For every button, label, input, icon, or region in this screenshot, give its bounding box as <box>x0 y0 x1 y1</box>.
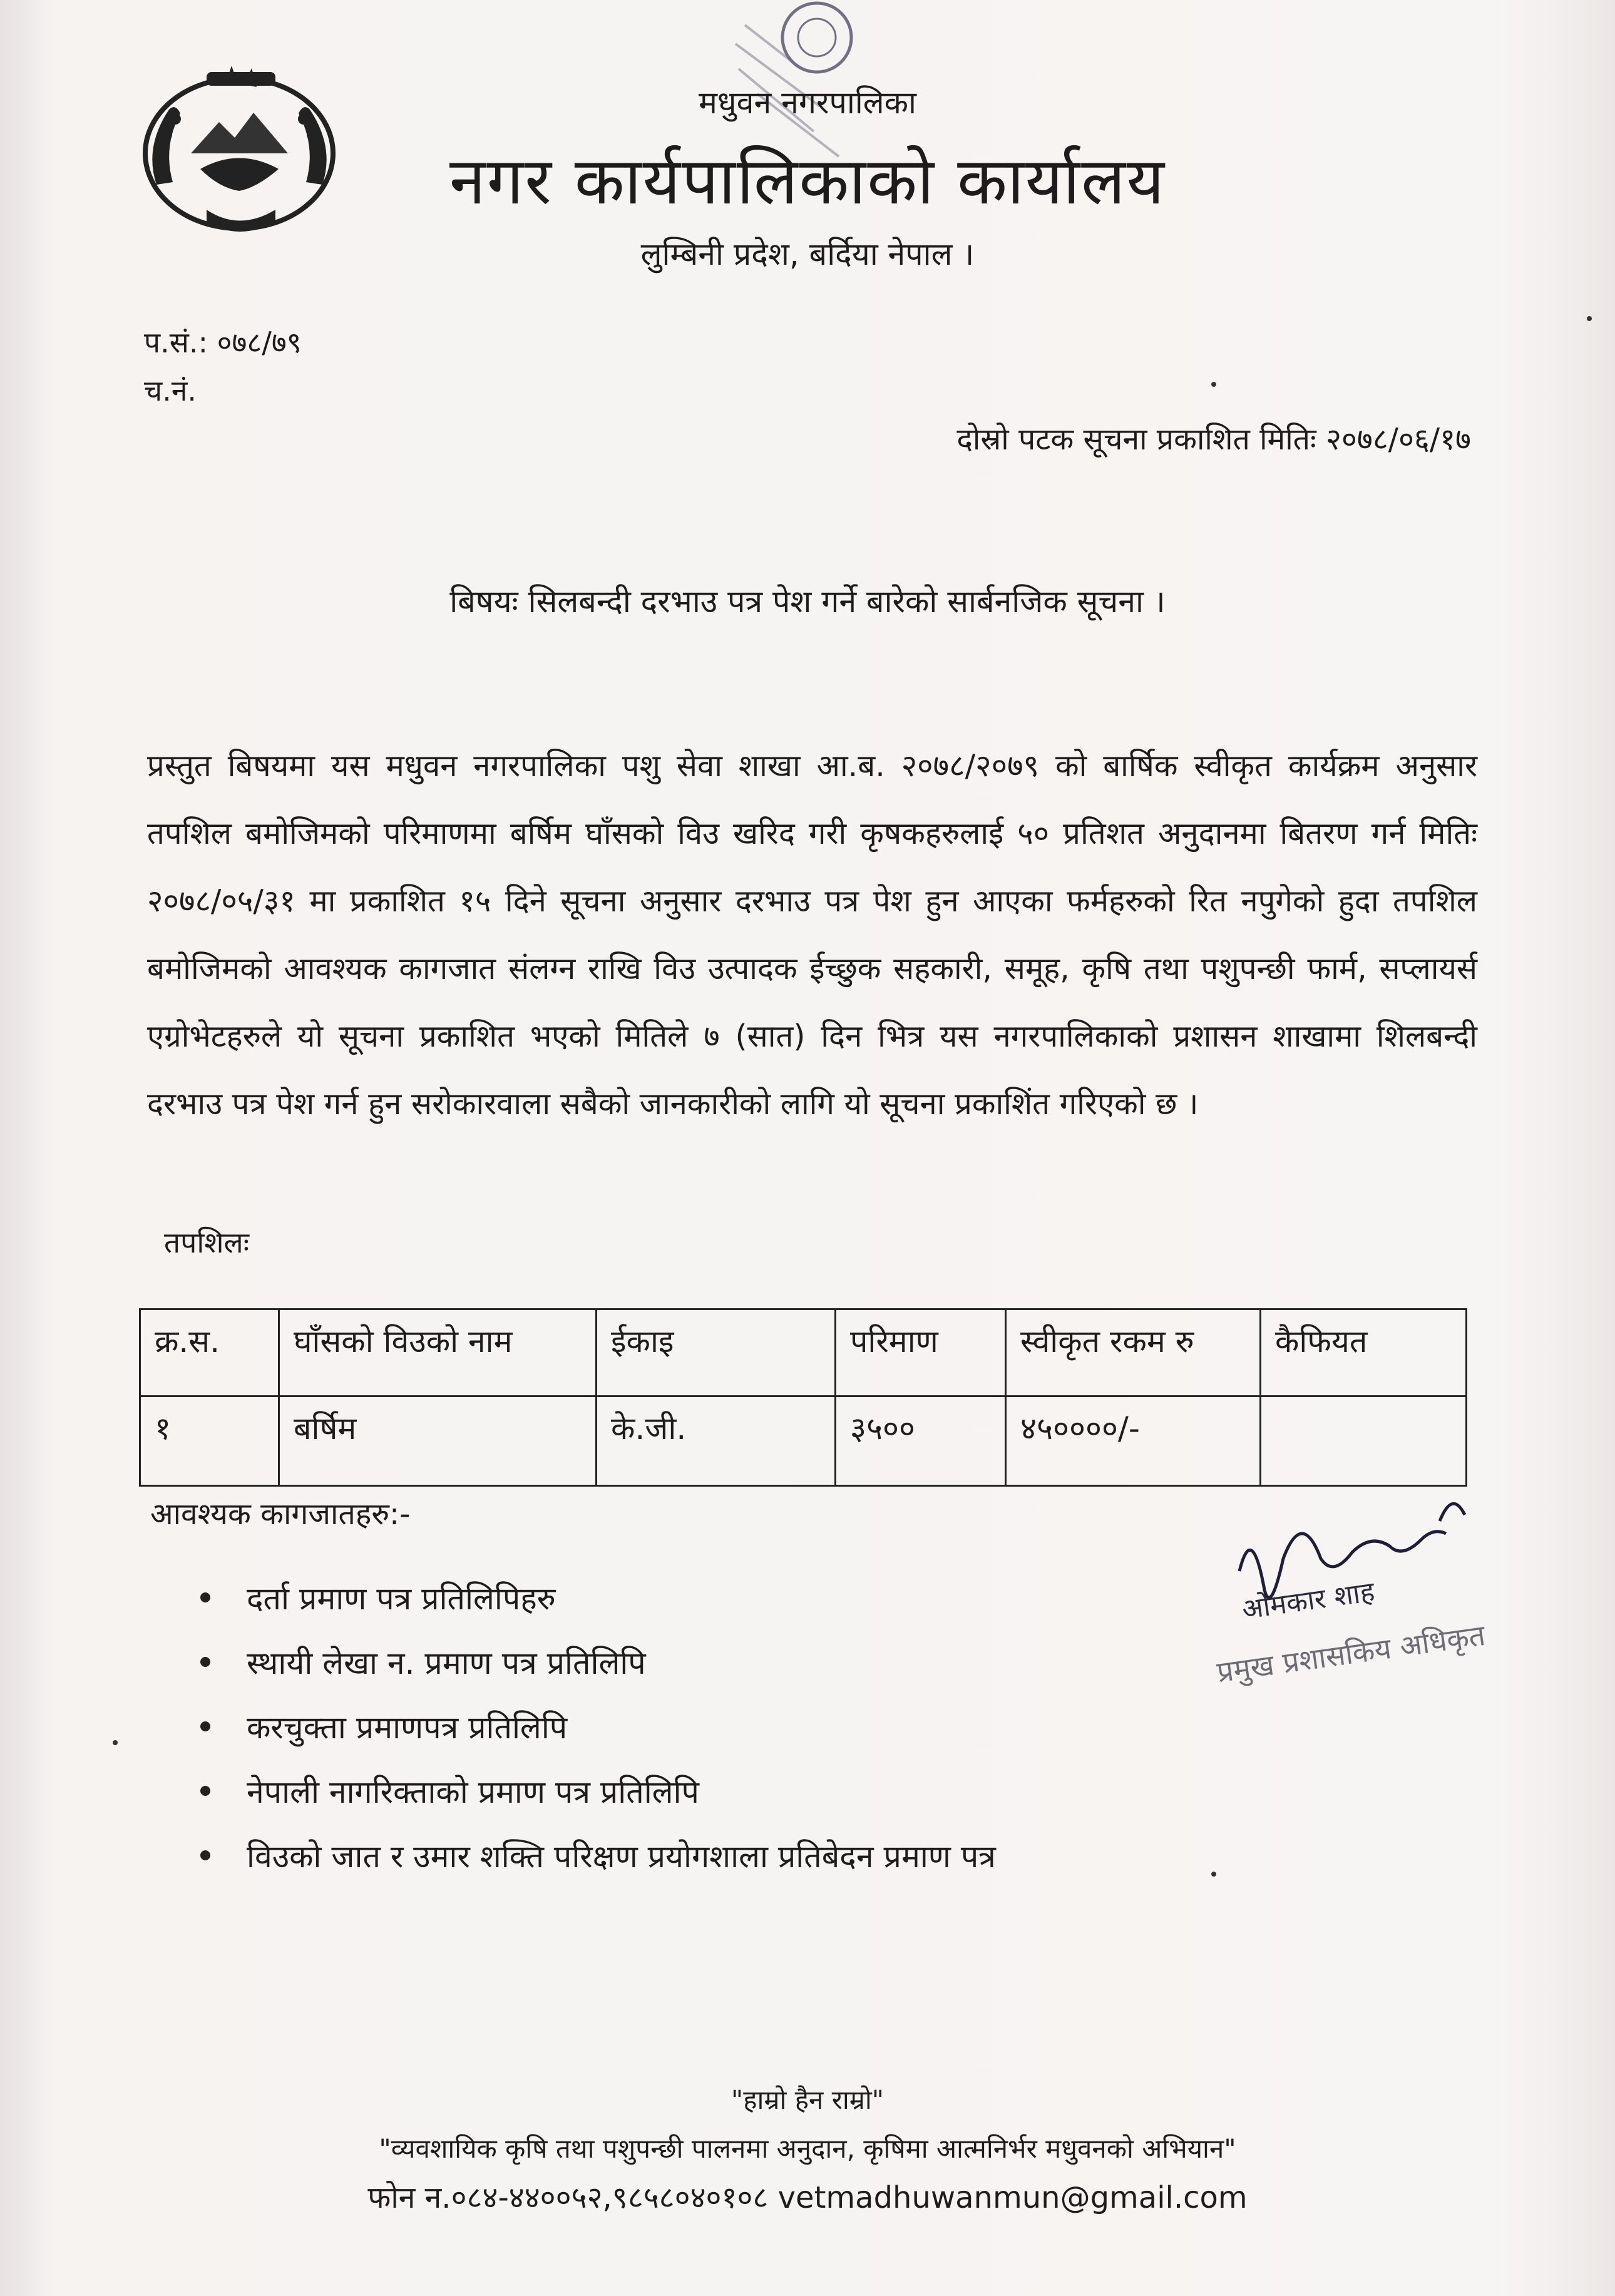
office-title: नगर कार्यपालिकाको कार्यालय <box>449 143 1166 219</box>
speck <box>1587 316 1592 321</box>
requirement-text: करचुक्ता प्रमाणपत्र प्रतिलिपि <box>247 1709 568 1746</box>
cell-amount: ४५००००/- <box>1006 1397 1261 1486</box>
list-item <box>200 1629 996 1694</box>
speck <box>1211 1872 1216 1877</box>
table-header-row <box>140 1309 1467 1397</box>
speck <box>113 1740 118 1745</box>
requirements-list <box>200 1565 996 1887</box>
col-header-amount: स्वीकृत रकम रु <box>1006 1309 1261 1397</box>
notice-body: प्रस्तुत बिषयमा यस मधुवन नगरपालिका पशु सेवा शाखा आ.ब. २०७८/२०७९ को बार्षिक स्वीकृत कार्यक्रम अनुसार तपशिल बमोजिमको परिमाणमा बर्षिम घाँसको विउ खरिद गरी कृषकहरुलाई ५० प्रतिशत अनुदानमा बितरण गर्न मितिः २०७८/०५/३१ मा प्रकाशित १५ दिने सूचना अनुसार दरभाउ पत्र पेश हुन आएका फर्महरुको रित नपुगेको हुदा तपशिल बमोजिमको आवश्यक कागजात संलग्न राखि विउ उत्पादक ईच्छुक सहकारी, समूह, कृषि तथा पशुपन्छी फार्म, सप्लायर्स एग्रोभेटहरुले यो सूचना प्रकाशित भएको मितिले ७ (सात) दिन भित्र यस नगरपालिकाको प्रशासन शाखामा शिलबन्दी दरभाउ पत्र पेश गर्न हुन सरोकारवाला सबैको जानकारीको लागि यो सूचना प्रकाशिंत गरिएको छ । <box>147 748 1477 1122</box>
cell-remarks <box>1261 1397 1467 1486</box>
requirement-text: विउको जात र उमार शक्ति परिक्षण प्रयोगशाला प्रतिबेदन प्रमाण पत्र <box>247 1838 996 1875</box>
subject-line: बिषयः सिलबन्दी दरभाउ पत्र पेश गर्ने बारेको सार्बनजिक सूचना । <box>449 583 1166 620</box>
footer-slogan: "हाम्रो हैन राम्रो" <box>731 2084 884 2115</box>
table-label: तपशिलः <box>164 1226 250 1259</box>
requirement-text: स्थायी लेखा न. प्रमाण पत्र प्रतिलिपि <box>247 1644 646 1681</box>
signatory-title: प्रमुख प्रशासकिय अधिकृत <box>1214 1617 1487 1689</box>
col-header-unit: ईकाइ <box>597 1309 836 1397</box>
bullet-icon <box>200 1850 210 1860</box>
bullet-icon <box>200 1592 210 1602</box>
table-row <box>140 1397 1467 1486</box>
list-item <box>200 1694 996 1758</box>
cell-seed-name: बर्षिम <box>279 1397 597 1486</box>
signatory-name: ओमकार शाह <box>1239 1576 1377 1626</box>
cell-quantity: ३५०० <box>836 1397 1006 1486</box>
list-item <box>200 1823 996 1887</box>
col-header-remarks: कैफियत <box>1261 1309 1467 1397</box>
publication-date: दोस्रो पटक सूचना प्रकाशित मितिः २०७८/०६/१७ <box>956 422 1471 457</box>
footer-campaign: "व्यवशायिक कृषि तथा पशुपन्छी पालनमा अनुदान, कृषिमा आत्मनिर्भर मधुवनको अभियान" <box>379 2133 1236 2164</box>
bullet-icon <box>200 1657 210 1667</box>
col-header-seed-name: घाँसको विउको नाम <box>279 1309 597 1397</box>
footer-contact: फोन न.०८४-४४००५२,९८५८०४०१०८ vetmadhuwanmun@gmail.com <box>367 2180 1248 2215</box>
requirements-title: आवश्यक कागजातहरु:- <box>150 1497 411 1532</box>
cell-unit: के.जी. <box>597 1397 836 1486</box>
col-header-quantity: परिमाण <box>836 1309 1006 1397</box>
municipality-name: मधुवन नगरपालिका <box>699 85 916 121</box>
speck <box>1211 382 1216 387</box>
bullet-icon <box>200 1786 210 1796</box>
bullet-icon <box>200 1721 210 1731</box>
cell-sn: १ <box>140 1397 279 1486</box>
list-item <box>200 1565 996 1629</box>
col-header-sn: क्र.स. <box>140 1309 279 1397</box>
dispatch-number: च.नं. <box>144 374 197 407</box>
requirement-text: दर्ता प्रमाण पत्र प्रतिलिपिहरु <box>247 1580 556 1617</box>
details-table <box>139 1308 1467 1487</box>
requirement-text: नेपाली नागरिक्ताको प्रमाण पत्र प्रतिलिपि <box>247 1773 699 1810</box>
reference-number: प.सं.: ०७८/७९ <box>144 325 302 359</box>
province-address: लुम्बिनी प्रदेश, बर्दिया नेपाल । <box>640 236 975 272</box>
list-item <box>200 1758 996 1823</box>
